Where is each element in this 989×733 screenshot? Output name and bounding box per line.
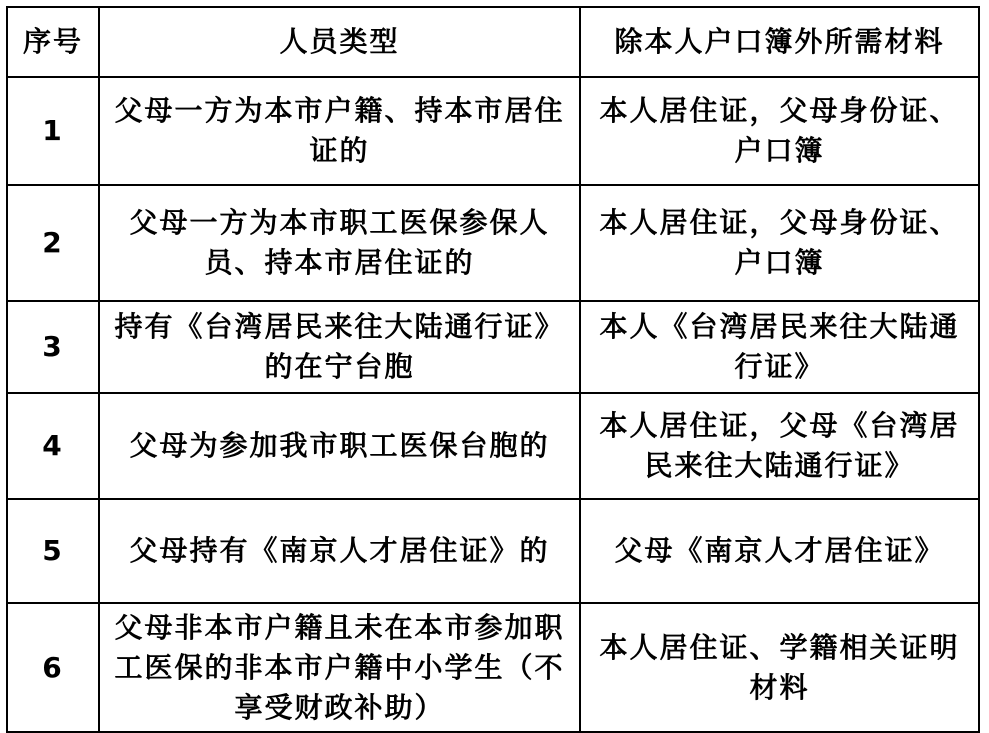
table-header-row: [7, 7, 979, 77]
row-materials: 本人居住证，父母《台湾居民来往大陆通行证》: [580, 393, 979, 499]
table-row: [7, 393, 979, 499]
row-materials: 父母《南京人才居住证》: [580, 499, 979, 603]
row-index: 5: [7, 499, 99, 603]
row-materials: 本人《台湾居民来往大陆通行证》: [580, 301, 979, 393]
row-person-type: 父母非本市户籍且未在本市参加职工医保的非本市户籍中小学生（不享受财政补助）: [99, 603, 580, 732]
header-materials: 除本人户口簿外所需材料: [580, 7, 979, 77]
row-index: 1: [7, 77, 99, 185]
header-person-type: 人员类型: [99, 7, 580, 77]
row-person-type: 父母一方为本市职工医保参保人员、持本市居住证的: [99, 185, 580, 301]
table-row: [7, 603, 979, 732]
row-index: 3: [7, 301, 99, 393]
table-row: [7, 77, 979, 185]
row-index: 6: [7, 603, 99, 732]
table-row: [7, 185, 979, 301]
row-person-type: 持有《台湾居民来往大陆通行证》的在宁台胞: [99, 301, 580, 393]
materials-table: [6, 6, 980, 733]
row-index: 2: [7, 185, 99, 301]
row-materials: 本人居住证、学籍相关证明材料: [580, 603, 979, 732]
table-row: [7, 301, 979, 393]
header-index: 序号: [7, 7, 99, 77]
row-person-type: 父母一方为本市户籍、持本市居住证的: [99, 77, 580, 185]
row-index: 4: [7, 393, 99, 499]
row-person-type: 父母持有《南京人才居住证》的: [99, 499, 580, 603]
row-materials: 本人居住证，父母身份证、户口簿: [580, 77, 979, 185]
row-materials: 本人居住证，父母身份证、户口簿: [580, 185, 979, 301]
table-row: [7, 499, 979, 603]
row-person-type: 父母为参加我市职工医保台胞的: [99, 393, 580, 499]
